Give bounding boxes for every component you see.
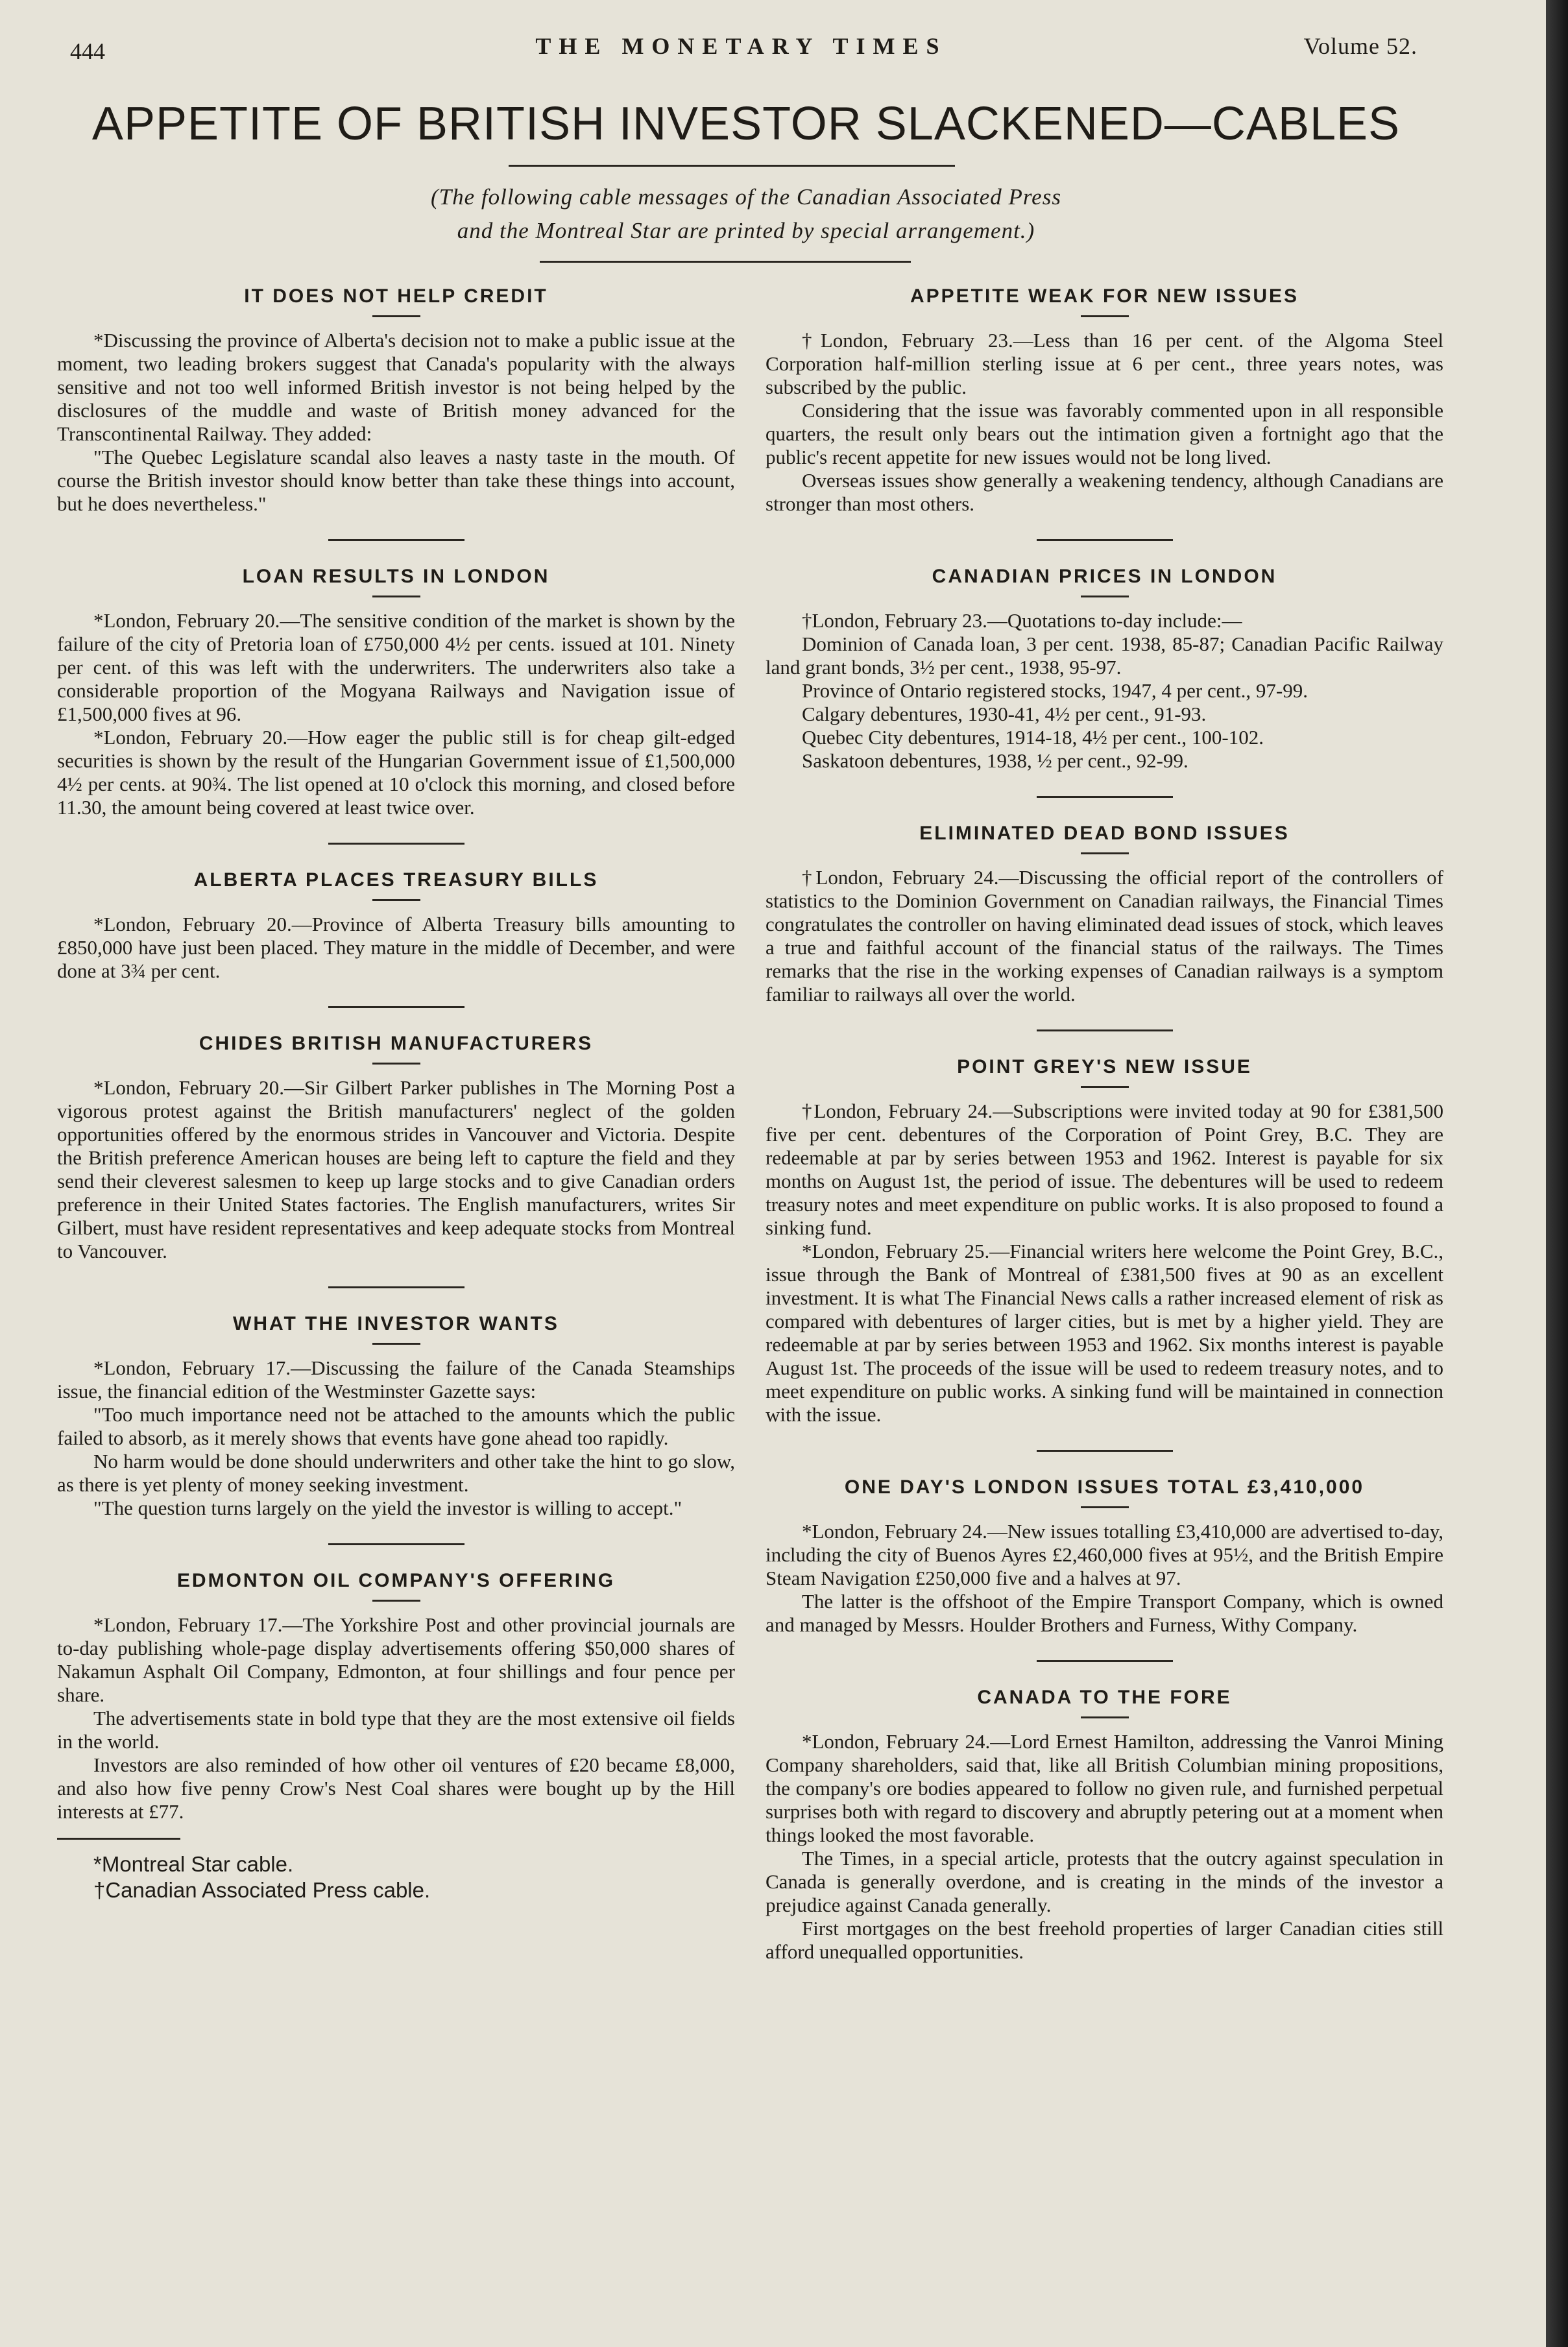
article-section [766,566,1443,773]
page-edge-shadow [1546,0,1568,2347]
paragraph: *London, February 20.—How eager the public still is for cheap gilt-edged securities is shown by the result of the Hungarian Government issue of £1,500,000 4½ per cents. at 90¾. The list opened at 10 o'clock this morning, and closed before 11.30, the amount being covered at least twice over. [57,726,735,819]
section-heading: POINT GREY'S NEW ISSUE [957,1056,1252,1077]
paragraph: Saskatoon debentures, 1938, ½ per cent., 92-99. [802,749,1188,772]
paragraph: "The Quebec Legislature scandal also leaves a nasty taste in the mouth. Of course the British investor should know better than take these things into account, but he does nevertheless." [57,446,735,515]
paragraph: *London, February 20.—Province of Alberta Treasury bills amounting to £850,000 have just been placed. They mature in the middle of December, and were done at 3¾ per cent. [57,913,735,982]
footnote: *Montreal Star cable. [93,1852,294,1876]
running-header [65,29,1417,67]
paragraph: The advertisements state in bold type that they are the most extensive oil fields in the world. [57,1707,735,1753]
footnotes [57,1838,735,1903]
heading-rule [1081,1506,1129,1508]
article-section [57,1033,735,1263]
section-heading: CANADIAN PRICES IN LONDON [932,566,1277,587]
section-heading: CHIDES BRITISH MANUFACTURERS [199,1033,594,1054]
paragraph: *London, February 25.—Financial writers here welcome the Point Grey, B.C., issue through the Bank of Montreal of £381,500 fives at 90 as an excellent investment. It is what The Financial News calls a rather increased element of risk as compared with debentures of larger cities, but is met by a higher yield. They are redeemable at par by series between 1953 and 1962. Six months interest is payable August 1st. The proceeds of the issue will be used to redeem treasury notes, and to meet expenditure on public works. A sinking fund will be maintained in connection with the issue. [766,1240,1443,1426]
section-separator [328,843,464,845]
paragraph: First mortgages on the best freehold properties of larger Canadian cities still afford unequalled opportunities. [766,1917,1443,1963]
heading-rule [372,315,420,317]
paragraph: No harm would be done should underwriters and other take the hint to go slow, as there is yet plenty of money seeking investment. [57,1450,735,1496]
paragraph: "Too much importance need not be attached to the amounts which the public failed to absorb, as it merely shows that events have gone ahead too rapidly. [57,1403,735,1449]
title-rule [509,165,955,167]
paragraph: †London, February 24.—Subscriptions were invited today at 90 for £381,500 five per cent. debentures of the Corporation of Point Grey, B.C. They are redeemable at par by series between 1953 and 1962. Interest is payable for six months on August 1st, the period of issue. The debentures will be used to redeem treasury notes and meet expenditure on public works. It is also proposed to found a sinking fund. [766,1100,1443,1239]
paragraph: *London, February 24.—Lord Ernest Hamilton, addressing the Vanroi Mining Company shareholders, said that, like all British Columbian mining propositions, the company's ore bodies appeared to follow no given rule, and furnished perpetual surprises both with regard to discovery and abruptly petering out at a moment when things looked the most favorable. [766,1730,1443,1846]
section-heading: LOAN RESULTS IN LONDON [242,566,550,587]
paragraph: †London, February 24.—Discussing the official report of the controllers of statistics to the Dominion Government on Canadian railways, the Financial Times congratulates the controller on having eliminated dead issues of stock, which leaves a true and faithful account of the financial status of the railways. The Times remarks that the rise in the working expenses of Canadian railways is a symptom familiar to railways all over the world. [766,866,1443,1005]
page-title: APPETITE OF BRITISH INVESTOR SLACKENED—CABLES [91,98,1401,150]
section-heading: ONE DAY'S LONDON ISSUES TOTAL £3,410,000 [844,1476,1365,1498]
paragraph: *London, February 17.—Discussing the failure of the Canada Steamships issue, the financial edition of the Westminster Gazette says: [57,1356,735,1402]
paragraph: Investors are also reminded of how other oil ventures of £20 became £8,000, and also how five penny Crow's Nest Coal shares were bought up by the Hill interests at £77. [57,1753,735,1823]
article-section [57,566,735,819]
right-column [766,285,1443,1964]
paragraph: *London, February 20.—The sensitive condition of the market is shown by the failure of the city of Pretoria loan of £750,000 4½ per cents. issued at 101. Ninety per cent. of this was left with the underwriters. The underwriters also take a considerable proportion of the Mogyana Railways and Navigation issue of £1,500,000 fives at 96. [57,609,735,725]
article-section [766,823,1443,1006]
subtitle-line-1: (The following cable messages of the Canadian Associated Press [431,184,1061,210]
heading-rule [372,899,420,901]
section-separator [1037,796,1173,798]
paragraph: Considering that the issue was favorably commented upon in all responsible quarters, the result only bears out the intimation given a fortnight ago that the public's recent appetite for new issues would not be long lived. [766,399,1443,468]
page-number: 444 [70,38,105,64]
heading-rule [1081,1086,1129,1088]
footnote: †Canadian Associated Press cable. [93,1878,431,1902]
subtitle-line-2: and the Montreal Star are printed by special arrangement.) [457,218,1035,243]
section-heading: IT DOES NOT HELP CREDIT [244,285,548,307]
paragraph: Dominion of Canada loan, 3 per cent. 1938, 85-87; Canadian Pacific Railway land grant bonds, 3½ per cent., 1938, 95-97. [766,632,1443,679]
article-section [766,1687,1443,1964]
section-separator [328,1006,464,1008]
section-heading: WHAT THE INVESTOR WANTS [233,1313,559,1334]
article-section [57,869,735,983]
section-heading: ALBERTA PLACES TREASURY BILLS [193,869,599,891]
paragraph: *London, February 24.—New issues totalling £3,410,000 are advertised to-day, including the city of Buenos Ayres £2,460,000 fives at 95½, and the British Empire Steam Navigation £250,000 five and a halves at 97. [766,1520,1443,1589]
heading-rule [1081,1716,1129,1718]
paragraph: *London, February 20.—Sir Gilbert Parker publishes in The Morning Post a vigorous protest against the British manufacturers' neglect of the golden opportunities offered by the enormous strides in Vancouver and Victoria. Despite the British preference American houses are being left to capture the field and they send their cleverest salesmen to keep up large stocks and to give Canadian orders preference in their United States factories. The English manufacturers, writes Sir Gilbert, must have resident representatives and keep adequate stocks from Montreal to Vancouver. [57,1076,735,1262]
article-section [57,1570,735,1823]
article-section [766,285,1443,516]
volume-label: Volume 52. [1303,33,1417,59]
section-separator [1037,1029,1173,1031]
paragraph: *Discussing the province of Alberta's decision not to make a public issue at the moment, two leading brokers suggest that Canada's popularity with the always sensitive and not too well informed British investor is not being helped by the disclosures of the muddle and waste of British money advanced for the Transcontinental Railway. They added: [57,329,735,445]
paragraph: *London, February 17.—The Yorkshire Post and other provincial journals are to-day publishing whole-page display advertisements offering $50,000 shares of Nakamun Asphalt Oil Company, Edmonton, at four shillings and four pence per share. [57,1613,735,1706]
section-heading: ELIMINATED DEAD BOND ISSUES [919,823,1290,844]
paragraph: Quebec City debentures, 1914-18, 4½ per cent., 100-102. [802,726,1264,749]
paragraph: Overseas issues show generally a weakening tendency, although Canadians are stronger than most others. [766,469,1443,515]
subtitle-rule [540,261,911,263]
section-separator [328,1286,464,1288]
section-heading: EDMONTON OIL COMPANY'S OFFERING [176,1570,616,1591]
paragraph: †London, February 23.—Quotations to-day include:— [802,609,1242,632]
paragraph: Calgary debentures, 1930-41, 4½ per cent., 91-93. [802,703,1207,725]
heading-rule [1081,315,1129,317]
paragraph: The latter is the offshoot of the Empire Transport Company, which is owned and managed by Messrs. Houlder Brothers and Furness, Withy Company. [766,1590,1443,1636]
section-separator [1037,539,1173,541]
section-separator [328,539,464,541]
heading-rule [1081,852,1129,854]
paragraph: The Times, in a special article, protests that the outcry against speculation in Canada is generally overdone, and is creating in the minds of the investor a prejudice against Canada generally. [766,1847,1443,1916]
section-separator [1037,1450,1173,1452]
heading-rule [372,1063,420,1065]
footnote-rule [57,1838,180,1840]
article-section [57,1313,735,1520]
paragraph: †London, February 23.—Less than 16 per cent. of the Algoma Steel Corporation half-million sterling issue at 6 per cent., three years notes, was subscribed by the public. [766,329,1443,398]
section-heading: APPETITE WEAK FOR NEW ISSUES [910,285,1299,307]
section-heading: CANADA TO THE FORE [977,1687,1232,1708]
section-separator [328,1543,464,1545]
paragraph: "The question turns largely on the yield the investor is willing to accept." [93,1497,682,1519]
heading-rule [372,596,420,597]
heading-rule [1081,596,1129,597]
article-section [57,285,735,516]
article-section [766,1056,1443,1426]
heading-rule [372,1600,420,1602]
section-separator [1037,1660,1173,1662]
publication-name: THE MONETARY TIMES [535,33,947,59]
heading-rule [372,1343,420,1345]
article-section [766,1476,1443,1637]
left-column [57,285,735,1903]
paragraph: Province of Ontario registered stocks, 1947, 4 per cent., 97-99. [802,679,1308,702]
